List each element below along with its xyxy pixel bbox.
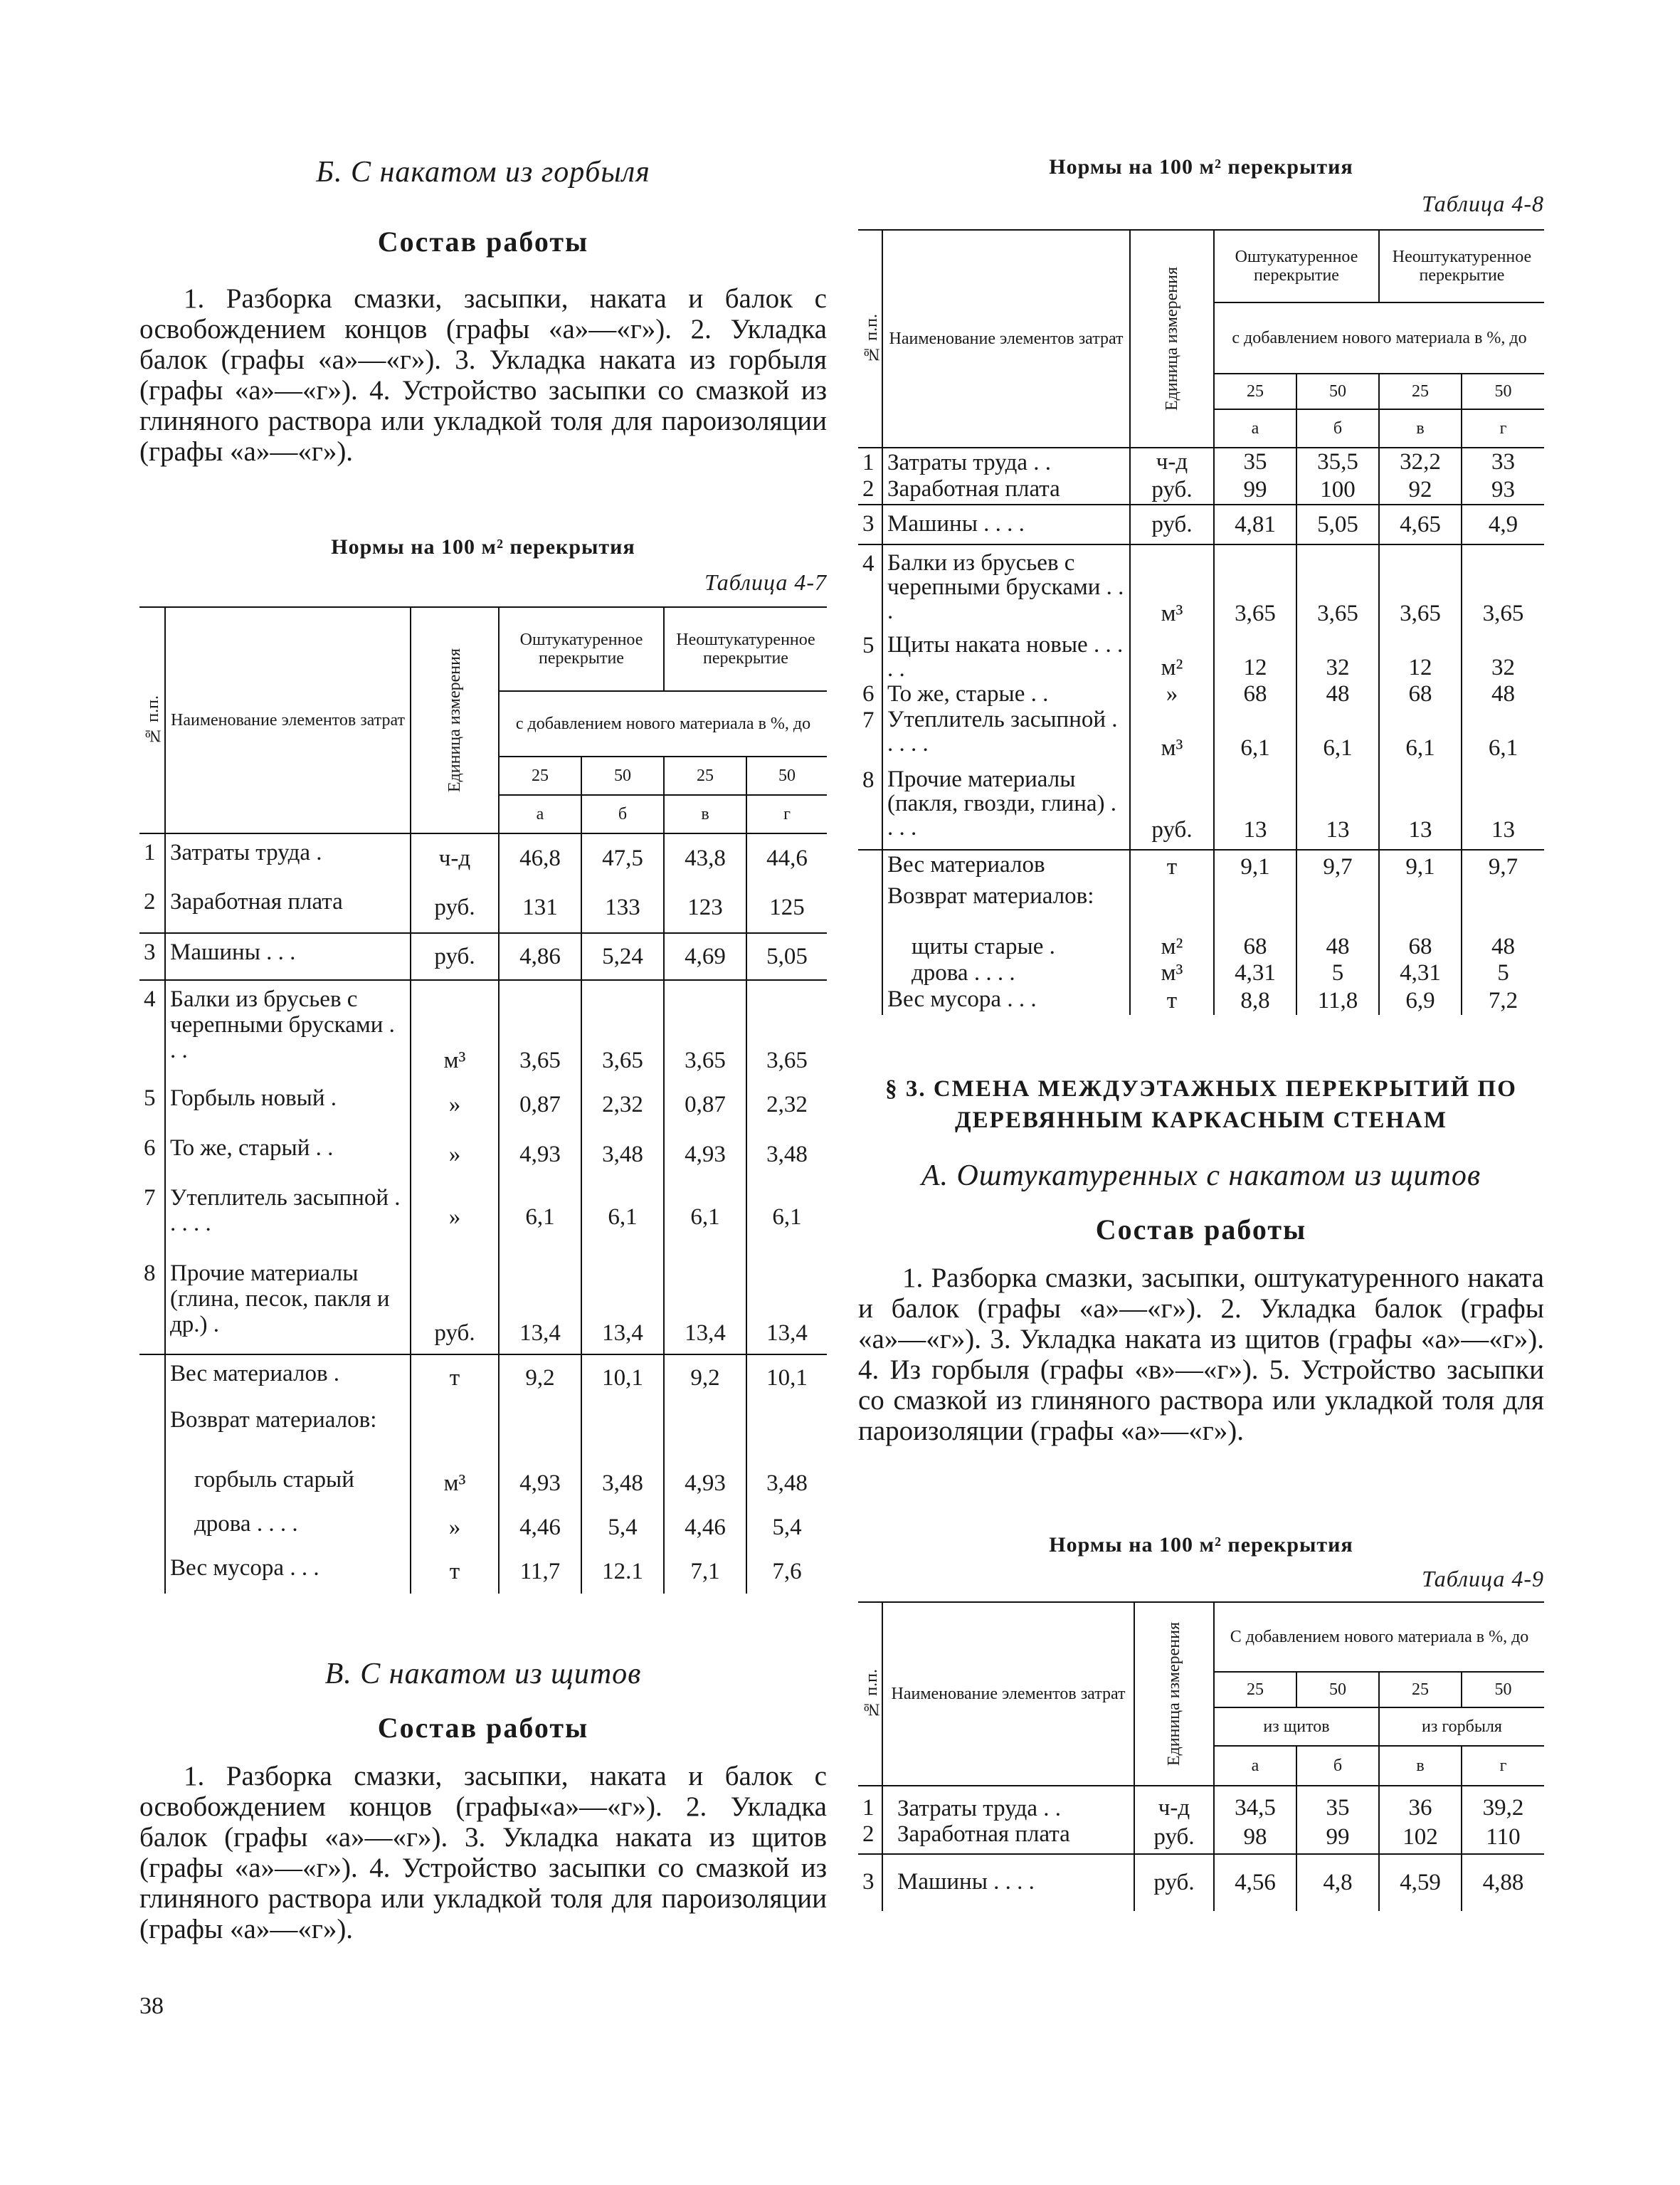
table-4-9 [858, 1601, 1544, 1911]
header-num: № п.п. [139, 607, 165, 833]
table-row: 3 Машины . . . . руб. 4,81 5,05 4,65 4,9 [858, 505, 1544, 544]
work-text-b: 1. Разборка смазки, засыпки, наката и балок с освобождением концов (графы «а»—«г»). 2. Укладка балок (графы «а»—«г»). 3. Укладка наката из горбыля (графы «а»—«г»). 4. Устройство засыпки со смазкой из глиняного раствора или укладкой толя для пароизоляции (графы «а»—«г»). [139, 283, 827, 467]
table-row: 2 Заработная плата руб. 99 100 92 93 [858, 476, 1544, 505]
header-unplastered: Неоштукатуренное перекрытие [1379, 230, 1544, 302]
header-p25: 25 [1379, 1672, 1462, 1707]
table-label-49: Таблица 4-9 [1422, 1566, 1544, 1591]
table-row: 1 Затраты труда . ч-д 46,8 47,5 43,8 44,6 [139, 833, 827, 883]
table-row: Возврат материалов: [858, 884, 1544, 934]
table-row: Вес материалов т 9,1 9,7 9,1 9,7 [858, 850, 1544, 884]
header-added: с добавлением нового материала в %, до [499, 691, 827, 757]
table-row: Возврат материалов: [139, 1401, 827, 1461]
table-label-48: Таблица 4-8 [1422, 191, 1544, 216]
table-row: 8 Прочие материалы (глина, песок, пакля и др.) . руб. 13,4 13,4 13,4 13,4 [139, 1255, 827, 1354]
table-row: 5 Горбыль новый . » 0,87 2,32 0,87 2,32 [139, 1080, 827, 1130]
header-col-b: б [1296, 409, 1379, 448]
table-label-47: Таблица 4-7 [704, 569, 827, 595]
header-p25: 25 [1214, 374, 1296, 409]
table-row: горбыль старый м³ 4,93 3,48 4,93 3,48 [139, 1461, 827, 1505]
norms-title-49: Нормы на 100 м² перекрытия [1049, 1533, 1353, 1557]
table-row: Вес мусора . . . т 11,7 12.1 7,1 7,6 [139, 1549, 827, 1594]
header-p25: 25 [1379, 374, 1462, 409]
subtitle-a: А. Оштукатуренных с накатом из щитов [921, 1159, 1481, 1192]
table-row: 4 Балки из брусьев с черепными брусками . . . м³ 3,65 3,65 3,65 3,65 [858, 544, 1544, 627]
table-4-7 [139, 606, 827, 1594]
header-col-a: а [1214, 1746, 1296, 1786]
work-heading-v: Состав работы [377, 1712, 589, 1744]
section-title: § 3. СМЕНА МЕЖДУЭТАЖНЫХ ПЕРЕКРЫТИЙ ПО ДЕРЕВЯННЫМ КАРКАСНЫМ СТЕНАМ [885, 1076, 1517, 1133]
header-p50: 50 [1296, 374, 1379, 409]
header-from-slab: из горбыля [1379, 1707, 1544, 1746]
table-row: 7 Утеплитель засыпной . . . . . » 6,1 6,1 6,1 6,1 [139, 1179, 827, 1255]
subtitle-b: Б. С накатом из горбыля [316, 156, 650, 189]
subtitle-v: В. С накатом из щитов [324, 1658, 642, 1690]
header-col-b: б [1296, 1746, 1379, 1786]
header-p50: 50 [746, 757, 827, 795]
norms-title-48: Нормы на 100 м² перекрытия [1049, 155, 1353, 179]
header-p50: 50 [1462, 374, 1544, 409]
header-col-v: в [1379, 409, 1462, 448]
table-row: 2 Заработная плата руб. 131 133 123 125 [139, 883, 827, 933]
header-plastered: Оштукатуренное перекрытие [499, 607, 664, 691]
header-from-shields: из щитов [1214, 1707, 1379, 1746]
table-row: дрова . . . . м³ 4,31 5 4,31 5 [858, 960, 1544, 986]
header-name: Наименование элементов затрат [882, 230, 1130, 448]
header-p25: 25 [499, 757, 581, 795]
work-heading-b: Состав работы [377, 226, 589, 258]
table-row: 5 Щиты наката новые . . . . . м² 12 32 12 32 [858, 627, 1544, 681]
table-row: 7 Утеплитель засыпной . . . . . м³ 6,1 6,1 6,1 6,1 [858, 707, 1544, 762]
table-row: 4 Балки из брусьев с черепными брусками . . . м³ 3,65 3,65 3,65 3,65 [139, 980, 827, 1080]
table-row: 6 То же, старые . . » 68 48 68 48 [858, 681, 1544, 707]
header-added: С добавлением нового материала в %, до [1214, 1602, 1544, 1672]
header-plastered: Оштукатуренное перекрытие [1214, 230, 1379, 302]
header-name: Наименование элементов затрат [882, 1602, 1134, 1786]
header-col-g: г [746, 795, 827, 833]
table-row: 1 Затраты труда . . ч-д 34,5 35 36 39,2 [858, 1786, 1544, 1821]
table-row: 3 Машины . . . . руб. 4,56 4,8 4,59 4,88 [858, 1854, 1544, 1911]
table-row: щиты старые . м² 68 48 68 48 [858, 934, 1544, 960]
header-col-g: г [1462, 1746, 1544, 1786]
table-row: дрова . . . . » 4,46 5,4 4,46 5,4 [139, 1505, 827, 1549]
page-number: 38 [139, 1993, 164, 2019]
header-p50: 50 [1296, 1672, 1379, 1707]
work-text-a: 1. Разборка смазки, засыпки, оштукатуренного наката и балок (графы «а»—«г»). 2. Укладка балок (графы «а»—«г»). 3. Укладка наката из щитов (графы «а»—«г»). 4. Из горбыля (графы «в»—«г»). 5. Устройство засыпки со смазкой из глиняного раствора или укладкой толя для пароизоляции (графы «а»—«г»). [858, 1263, 1544, 1446]
header-col-v: в [1379, 1746, 1462, 1786]
table-4-8 [858, 229, 1544, 1015]
table-row: 8 Прочие материалы (пакля, гвозди, глина) . . . . руб. 13 13 13 13 [858, 762, 1544, 850]
header-p25: 25 [664, 757, 746, 795]
header-unplastered: Неоштукатуренное перекрытие [664, 607, 827, 691]
table-row: Вес мусора . . . т 8,8 11,8 6,9 7,2 [858, 986, 1544, 1015]
header-col-a: а [499, 795, 581, 833]
table-row: 6 То же, старый . . » 4,93 3,48 4,93 3,48 [139, 1130, 827, 1179]
header-col-b: б [581, 795, 664, 833]
header-col-g: г [1462, 409, 1544, 448]
table-row: 2 Заработная плата руб. 98 99 102 110 [858, 1821, 1544, 1854]
header-col-a: а [1214, 409, 1296, 448]
header-p25: 25 [1214, 1672, 1296, 1707]
header-added: с добавлением нового материала в %, до [1214, 302, 1544, 374]
table-row: 1 Затраты труда . . ч-д 35 35,5 32,2 33 [858, 448, 1544, 476]
header-col-v: в [664, 795, 746, 833]
norms-title-b: Нормы на 100 м² перекрытия [331, 535, 635, 559]
header-num: № п.п. [858, 230, 882, 448]
work-heading-a: Состав работы [1095, 1213, 1307, 1246]
header-unit: Единица измерения [1130, 230, 1214, 448]
header-unit: Единица измерения [1134, 1602, 1214, 1786]
table-row: 3 Машины . . . руб. 4,86 5,24 4,69 5,05 [139, 933, 827, 980]
header-unit: Единица измерения [411, 607, 499, 833]
header-p50: 50 [581, 757, 664, 795]
header-num: № п.п. [858, 1602, 882, 1786]
table-row: Вес материалов . т 9,2 10,1 9,2 10,1 [139, 1354, 827, 1401]
work-text-v: 1. Разборка смазки, засыпки, наката и балок с освобождением концов (графы«а»—«г»). 2. Укладка балок (графы «а»—«г»). 3. Укладка наката из щитов (графы «а»—«г»). 4. Устройство засыпки со смазкой из глиняного раствора или укладкой толя для пароизоляции (графы «а»—«г»). [139, 1761, 827, 1944]
header-p50: 50 [1462, 1672, 1544, 1707]
header-name: Наименование элементов затрат [165, 607, 411, 833]
